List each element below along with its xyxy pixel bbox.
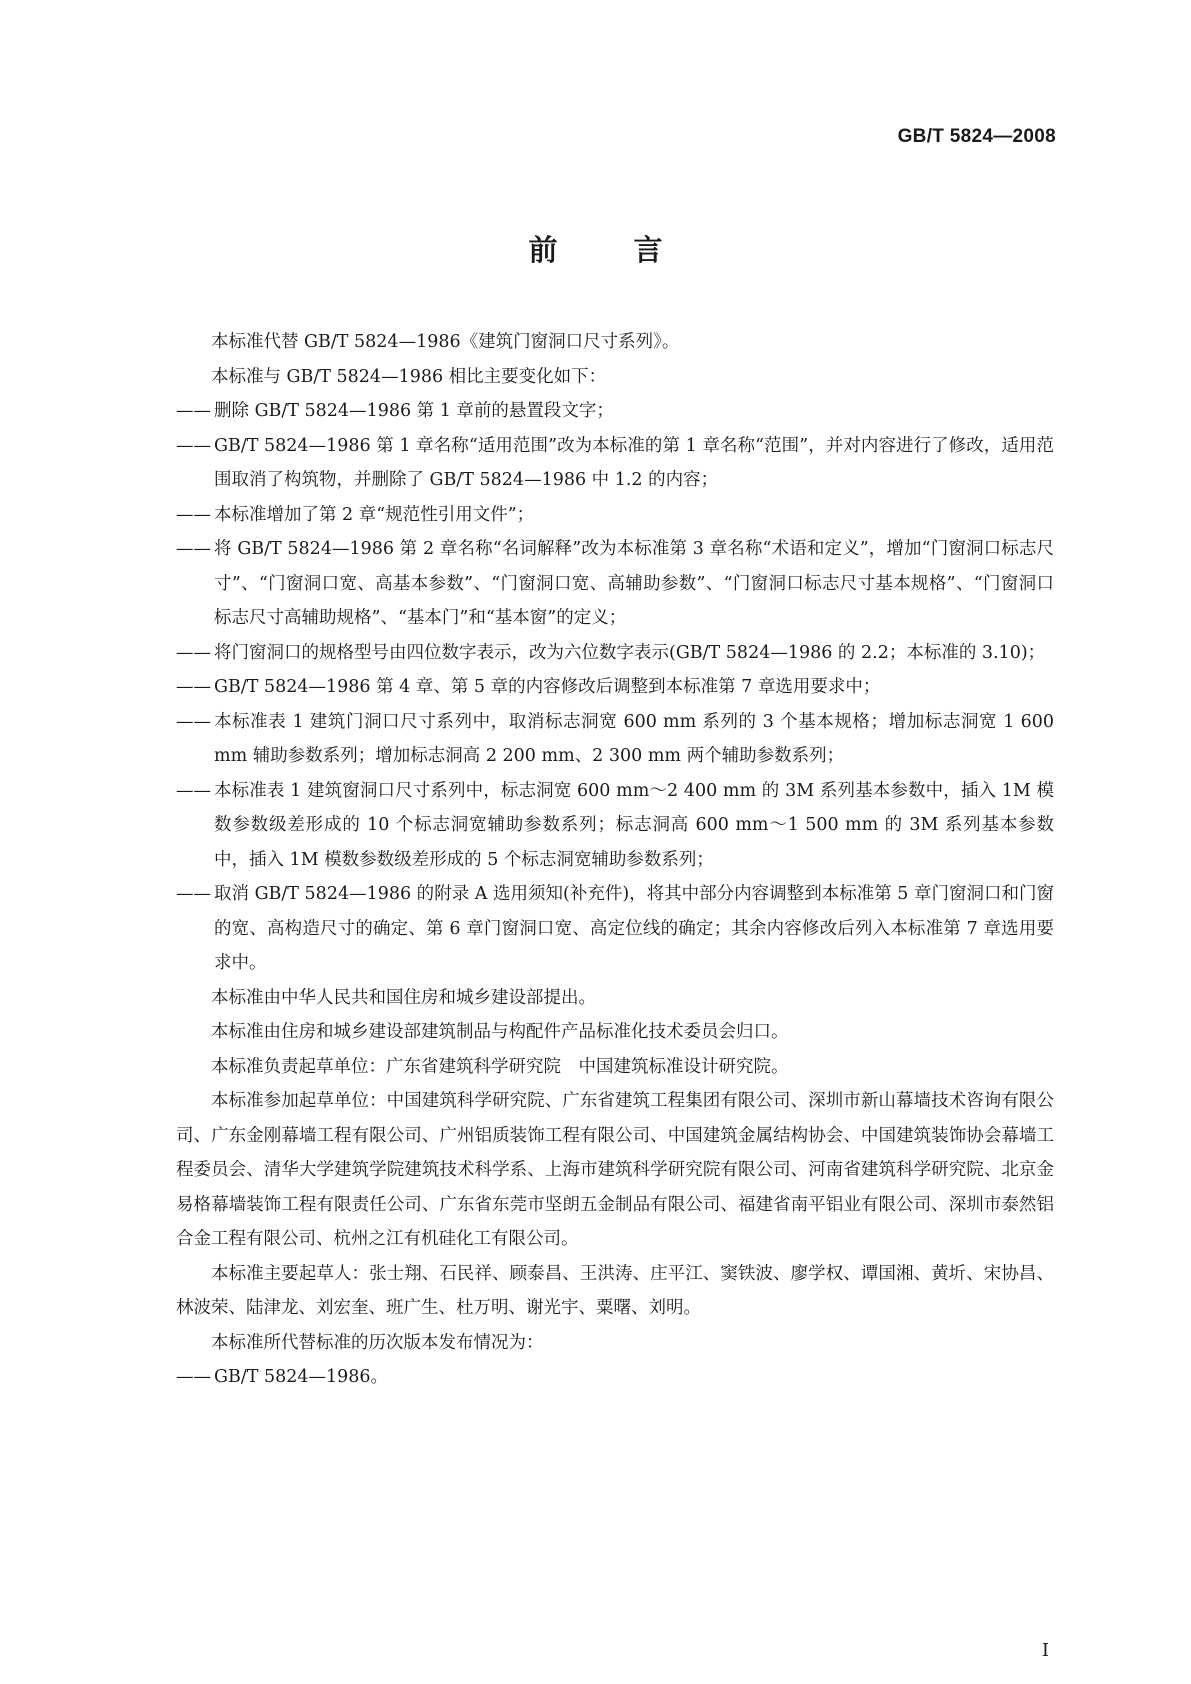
paragraph-drafting-units: 本标准负责起草单位：广东省建筑科学研究院 中国建筑标准设计研究院。 (211, 1056, 789, 1077)
list-item-text: 删除 GB/T 5824—1986 第 1 章前的悬置段文字； (214, 401, 614, 421)
dash-marker: —— (176, 1367, 211, 1387)
dash-marker: —— (176, 642, 211, 663)
paragraph-history-intro: 本标准所代替标准的历次版本发布情况为： (211, 1332, 544, 1353)
list-item-text: GB/T 5824—1986 第 1 章名称“适用范围”改为本标准的第 1 章名称“范围”，并对内容进行了修改，适用范围取消了构筑物，并删除了 GB/T 5824—1986 中 1.2 的内容； (214, 435, 1054, 490)
dash-marker: —— (176, 401, 211, 421)
list-item (176, 429, 1054, 498)
dash-marker: —— (176, 677, 211, 697)
dash-marker: —— (176, 504, 211, 525)
list-item-text: 取消 GB/T 5824—1986 的附录 A 选用须知(补充件)，将其中部分内容调整到本标准第 5 章门窗洞口和门窗的宽、高构造尺寸的确定、第 6 章门窗洞口宽、高定位线的确定；其余内容修改后列入本标准第 7 章选用要求中。 (214, 884, 1054, 973)
list-item-text: 本标准增加了第 2 章“规范性引用文件”； (214, 504, 535, 525)
list-item-text: GB/T 5824—1986 第 4 章、第 5 章的内容修改后调整到本标准第 7 章选用要求中； (214, 677, 881, 697)
list-item (176, 532, 1054, 636)
list-item (176, 636, 1054, 671)
list-item (176, 498, 1054, 533)
title-char-2: 言 (633, 233, 663, 267)
list-item (176, 705, 1054, 774)
list-item-text: 本标准表 1 建筑窗洞口尺寸系列中，标志洞宽 600 mm～2 400 mm 的 3M 系列基本参数中，插入 1M 模数参数级差形成的 10 个标志洞宽辅助参数系列；标志洞高 600 mm～1 500 mm 的 3M 系列基本参数中，插入 1M 模数参数级差形成的 5 个标志洞宽辅助参数系列； (214, 780, 1054, 870)
list-item (176, 394, 1054, 429)
dash-marker: —— (176, 435, 211, 456)
standard-code: GB/T 5824—2008 (897, 126, 1056, 147)
paragraph-jurisdiction: 本标准由住房和城乡建设部建筑制品与构配件产品标准化技术委员会归口。 (211, 1022, 789, 1042)
page-number: I (1041, 1640, 1049, 1661)
list-item-text: 本标准表 1 建筑门洞口尺寸系列中，取消标志洞宽 600 mm 系列的 3 个基本规格；增加标志洞宽 1 600 mm 辅助参数系列；增加标志洞高 2 200 mm、2 300 mm 两个辅助参数系列； (214, 711, 1054, 766)
list-item-text: 将门窗洞口的规格型号由四位数字表示，改为六位数字表示(GB/T 5824—1986 的 2.2；本标准的 3.10)； (214, 642, 1046, 663)
paragraph-changes-intro: 本标准与 GB/T 5824—1986 相比主要变化如下： (211, 366, 607, 387)
paragraph-participating-units: 本标准参加起草单位：中国建筑科学研究院、广东省建筑工程集团有限公司、深圳市新山幕墙技术咨询有限公司、广东金刚幕墙工程有限公司、广州铝质装饰工程有限公司、中国建筑金属结构协会、中国建筑装饰协会幕墙工程委员会、清华大学建筑学院建筑技术科学系、上海市建筑科学研究院有限公司、河南省建筑科学研究院、北京金易格幕墙装饰工程有限责任公司、广东省东莞市坚朗五金制品有限公司、福建省南平铝业有限公司、深圳市泰然铝合金工程有限公司、杭州之江有机硅化工有限公司。 (176, 1091, 1054, 1249)
page-title (0, 228, 1191, 269)
paragraph-replaces: 本标准代替 GB/T 5824—1986《建筑门窗洞口尺寸系列》。 (211, 332, 680, 352)
dash-marker: —— (176, 711, 211, 732)
dash-marker: —— (176, 884, 211, 904)
foreword-body (176, 325, 1054, 1395)
dash-marker: —— (176, 539, 211, 559)
paragraph-main-drafters: 本标准主要起草人：张士翔、石民祥、顾泰昌、王洪涛、庄平江、窦铁波、廖学权、谭国湘、黄圻、宋协昌、林波荣、陆津龙、刘宏奎、班广生、杜万明、谢光宇、粟曙、刘明。 (176, 1263, 1054, 1318)
list-item (176, 670, 1054, 705)
history-item-text: GB/T 5824—1986。 (214, 1367, 389, 1387)
list-item-text: 将 GB/T 5824—1986 第 2 章名称“名词解释”改为本标准第 3 章名称“术语和定义”，增加“门窗洞口标志尺寸”、“门窗洞口宽、高基本参数”、“门窗洞口宽、高辅助参数”、“门窗洞口标志尺寸基本规格”、“门窗洞口标志尺寸高辅助规格”、“基本门”和“基本窗”的定义； (214, 539, 1054, 628)
list-item (176, 774, 1054, 878)
title-char-1: 前 (528, 233, 558, 267)
list-item (176, 877, 1054, 981)
dash-marker: —— (176, 780, 211, 801)
history-item (176, 1360, 1054, 1395)
paragraph-proposed-by: 本标准由中华人民共和国住房和城乡建设部提出。 (211, 987, 596, 1008)
